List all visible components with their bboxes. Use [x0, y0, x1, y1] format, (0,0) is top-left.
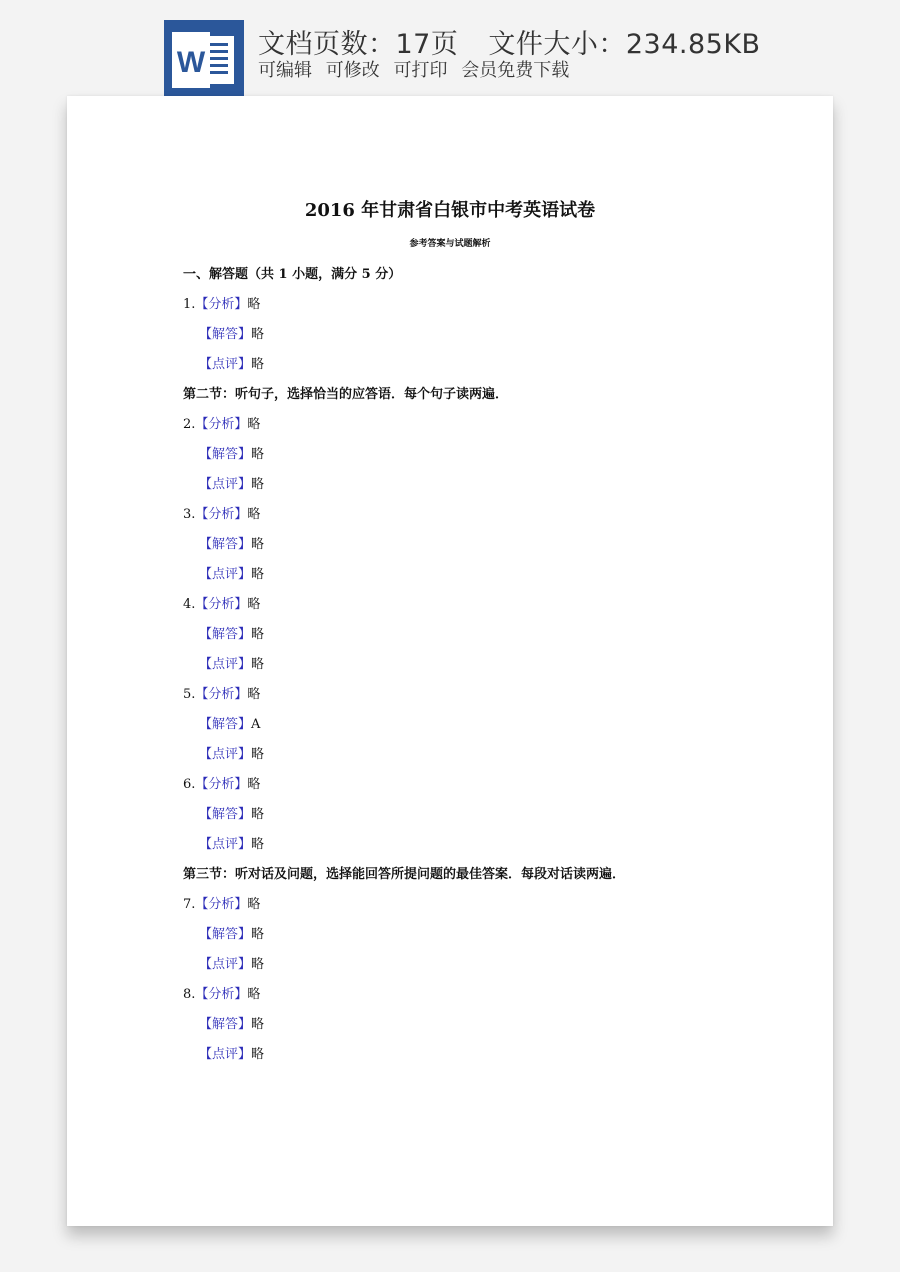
question-8-comment	[199, 1046, 264, 1064]
analysis-text: 略	[247, 987, 261, 1002]
analysis-tag: 【分析】	[195, 507, 248, 522]
question-8-analysis	[183, 986, 260, 1004]
question-number: 1.	[183, 297, 196, 312]
word-icon-letter: W	[176, 46, 206, 79]
file-size: 文件大小：234.85KB	[488, 29, 761, 60]
question-2-analysis	[183, 416, 260, 434]
question-number: 6.	[183, 777, 196, 792]
question-4-comment	[199, 656, 264, 674]
question-4-analysis	[183, 596, 260, 614]
question-8-answer	[199, 1016, 264, 1034]
comment-text: 略	[251, 567, 265, 582]
document-page	[67, 96, 833, 1226]
comment-text: 略	[251, 837, 265, 852]
analysis-text: 略	[247, 297, 261, 312]
answer-text: 略	[251, 627, 265, 642]
header-banner	[0, 0, 900, 100]
answer-tag: 【解答】	[199, 447, 252, 462]
answer-text: 略	[251, 807, 265, 822]
comment-tag: 【点评】	[199, 957, 252, 972]
document-title: 2016 年甘肃省白银市中考英语试卷	[304, 200, 596, 221]
answer-tag: 【解答】	[199, 807, 252, 822]
comment-text: 略	[251, 747, 265, 762]
question-number: 7.	[183, 897, 196, 912]
page-count: 文档页数：17页	[258, 29, 459, 60]
answer-tag: 【解答】	[199, 927, 252, 942]
analysis-tag: 【分析】	[195, 297, 248, 312]
analysis-text: 略	[247, 687, 261, 702]
question-3-comment	[199, 566, 264, 584]
question-1-answer	[199, 326, 264, 344]
document-subtitle: 参考答案与试题解析	[409, 239, 491, 249]
question-2-answer	[199, 446, 264, 464]
question-7-answer	[199, 926, 264, 944]
analysis-tag: 【分析】	[195, 417, 248, 432]
analysis-tag: 【分析】	[195, 777, 248, 792]
answer-text: 略	[251, 327, 265, 342]
comment-text: 略	[251, 357, 265, 372]
answer-text: 略	[251, 537, 265, 552]
answer-tag: 【解答】	[199, 627, 252, 642]
question-number: 5.	[183, 687, 196, 702]
analysis-text: 略	[247, 597, 261, 612]
answer-text: A	[251, 717, 261, 732]
analysis-text: 略	[247, 507, 261, 522]
question-7-analysis	[183, 896, 260, 914]
comment-tag: 【点评】	[199, 837, 252, 852]
section-heading-1: 一、解答题（共 1 小题，满分 5 分）	[183, 267, 402, 282]
section-heading-3: 第三节：听对话及问题，选择能回答所提问题的最佳答案．每段对话读两遍．	[183, 867, 626, 882]
feature-member-download: 会员免费下载	[461, 60, 570, 81]
question-3-analysis	[183, 506, 260, 524]
word-document-icon	[164, 20, 244, 96]
question-number: 2.	[183, 417, 196, 432]
analysis-tag: 【分析】	[195, 987, 248, 1002]
answer-tag: 【解答】	[199, 537, 252, 552]
analysis-text: 略	[247, 897, 261, 912]
comment-tag: 【点评】	[199, 567, 252, 582]
question-6-comment	[199, 836, 264, 854]
question-5-answer	[199, 716, 260, 734]
question-4-answer	[199, 626, 264, 644]
question-6-analysis	[183, 776, 260, 794]
comment-tag: 【点评】	[199, 1047, 252, 1062]
question-6-answer	[199, 806, 264, 824]
answer-text: 略	[251, 447, 265, 462]
comment-tag: 【点评】	[199, 357, 252, 372]
feature-list	[258, 56, 577, 82]
comment-tag: 【点评】	[199, 657, 252, 672]
question-1-analysis	[183, 296, 260, 314]
section-heading-2: 第二节：听句子，选择恰当的应答语．每个句子读两遍．	[183, 387, 509, 402]
question-number: 3.	[183, 507, 196, 522]
analysis-text: 略	[247, 417, 261, 432]
comment-text: 略	[251, 657, 265, 672]
analysis-tag: 【分析】	[195, 597, 248, 612]
feature-modifiable: 可修改	[325, 60, 380, 81]
question-2-comment	[199, 476, 264, 494]
comment-tag: 【点评】	[199, 477, 252, 492]
comment-text: 略	[251, 957, 265, 972]
comment-text: 略	[251, 477, 265, 492]
answer-text: 略	[251, 1017, 265, 1032]
question-number: 4.	[183, 597, 196, 612]
comment-tag: 【点评】	[199, 747, 252, 762]
question-5-analysis	[183, 686, 260, 704]
question-5-comment	[199, 746, 264, 764]
answer-tag: 【解答】	[199, 327, 252, 342]
feature-editable: 可编辑	[258, 60, 312, 81]
analysis-text: 略	[247, 777, 261, 792]
answer-tag: 【解答】	[199, 717, 252, 732]
question-1-comment	[199, 356, 264, 374]
question-3-answer	[199, 536, 264, 554]
feature-printable: 可打印	[393, 60, 448, 81]
question-number: 8.	[183, 987, 196, 1002]
analysis-tag: 【分析】	[195, 687, 248, 702]
answer-tag: 【解答】	[199, 1017, 252, 1032]
question-7-comment	[199, 956, 264, 974]
analysis-tag: 【分析】	[195, 897, 248, 912]
comment-text: 略	[251, 1047, 265, 1062]
answer-text: 略	[251, 927, 265, 942]
